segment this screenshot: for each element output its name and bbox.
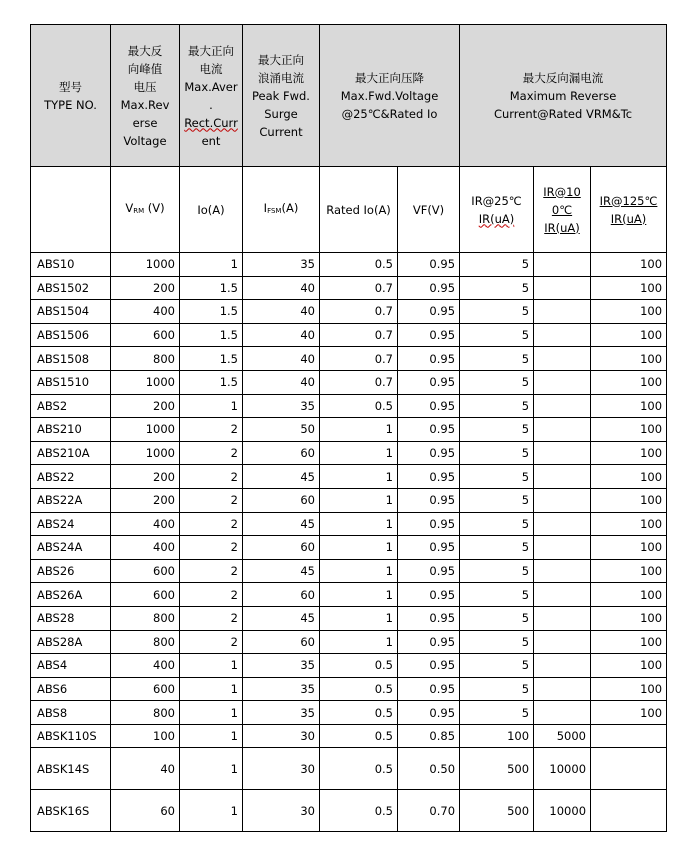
cell-ir100: 10000 [534, 748, 591, 790]
cell-model: ABS22A [31, 488, 111, 512]
cell-io: 1 [180, 701, 243, 725]
cell-rated-io: 1 [320, 465, 398, 489]
table-row [31, 488, 667, 512]
header-vf-en2: @25℃&Rated Io [341, 106, 438, 121]
cell-model: ABS1504 [31, 300, 111, 324]
cell-ifsm: 35 [243, 394, 320, 418]
cell-ifsm: 45 [243, 559, 320, 583]
cell-ir25: 100 [460, 724, 534, 748]
cell-model: ABS10 [31, 253, 111, 277]
cell-rated-io: 1 [320, 512, 398, 536]
cell-rated-io: 1 [320, 606, 398, 630]
table-row [31, 654, 667, 678]
table-row [31, 606, 667, 630]
subheader-row [31, 167, 667, 253]
cell-model: ABS24A [31, 536, 111, 560]
header-io-en2: . [209, 97, 213, 112]
cell-model: ABSK110S [31, 724, 111, 748]
cell-ir25: 5 [460, 654, 534, 678]
cell-ir100 [534, 418, 591, 442]
cell-ir25: 5 [460, 323, 534, 347]
cell-io: 2 [180, 465, 243, 489]
cell-ir100 [534, 253, 591, 277]
cell-model: ABS1502 [31, 276, 111, 300]
cell-ir25: 500 [460, 790, 534, 832]
subheader-ir25 [460, 167, 534, 253]
header-max-forward-current [180, 25, 243, 167]
cell-ir125: 100 [591, 654, 667, 678]
table-row [31, 748, 667, 790]
cell-ir25: 5 [460, 347, 534, 371]
cell-io: 1 [180, 677, 243, 701]
cell-ir125: 100 [591, 323, 667, 347]
cell-ir125: 100 [591, 677, 667, 701]
cell-ifsm: 40 [243, 370, 320, 394]
cell-vrm: 600 [111, 559, 180, 583]
cell-ir25: 5 [460, 559, 534, 583]
header-ifsm-en1: Peak Fwd. [252, 88, 310, 103]
cell-vf: 0.95 [398, 630, 460, 654]
cell-model: ABS28A [31, 630, 111, 654]
cell-io: 1.5 [180, 323, 243, 347]
cell-ir25: 5 [460, 253, 534, 277]
header-io-en1: Max.Aver [184, 79, 238, 94]
cell-ir100 [534, 488, 591, 512]
cell-vrm: 400 [111, 654, 180, 678]
cell-ifsm: 30 [243, 790, 320, 832]
cell-vf: 0.95 [398, 701, 460, 725]
header-vrm-cn: 最大反向峰值电压 [127, 43, 163, 94]
cell-rated-io: 0.5 [320, 748, 398, 790]
cell-ifsm: 45 [243, 465, 320, 489]
table-row [31, 394, 667, 418]
header-peak-surge-current [243, 25, 320, 167]
cell-vf: 0.95 [398, 512, 460, 536]
cell-io: 2 [180, 583, 243, 607]
table-row [31, 512, 667, 536]
table-row [31, 370, 667, 394]
cell-ifsm: 60 [243, 536, 320, 560]
cell-model: ABS24 [31, 512, 111, 536]
header-type-en: TYPE NO. [44, 97, 97, 112]
cell-ifsm: 60 [243, 441, 320, 465]
subheader-vrm [111, 167, 180, 253]
cell-vf: 0.95 [398, 370, 460, 394]
subheader-ifsm [243, 167, 320, 253]
header-max-reverse-voltage [111, 25, 180, 167]
cell-rated-io: 0.7 [320, 276, 398, 300]
cell-io: 2 [180, 559, 243, 583]
header-io-en4: ent [201, 133, 221, 148]
cell-vrm: 1000 [111, 418, 180, 442]
cell-rated-io: 1 [320, 559, 398, 583]
cell-vf: 0.95 [398, 559, 460, 583]
header-max-forward-voltage [320, 25, 460, 167]
cell-ir25: 5 [460, 536, 534, 560]
header-io-en3: Rect.Curr [184, 115, 238, 130]
table-row [31, 418, 667, 442]
subheader-vf [398, 167, 460, 253]
header-type-cn: 型号 [59, 79, 82, 94]
cell-vf: 0.70 [398, 790, 460, 832]
subheader-rated-io [320, 167, 398, 253]
cell-ir125: 100 [591, 441, 667, 465]
cell-ir125: 100 [591, 488, 667, 512]
subheader-ir125 [591, 167, 667, 253]
cell-ir25: 5 [460, 276, 534, 300]
cell-vrm: 200 [111, 276, 180, 300]
cell-rated-io: 0.7 [320, 347, 398, 371]
cell-ir125: 100 [591, 465, 667, 489]
cell-ir100 [534, 559, 591, 583]
cell-ir100 [534, 276, 591, 300]
cell-ir25: 5 [460, 488, 534, 512]
table-row [31, 300, 667, 324]
cell-vf: 0.95 [398, 677, 460, 701]
cell-ir100 [534, 606, 591, 630]
cell-ir25: 5 [460, 606, 534, 630]
cell-io: 2 [180, 441, 243, 465]
cell-rated-io: 1 [320, 418, 398, 442]
cell-vrm: 1000 [111, 441, 180, 465]
cell-ir100 [534, 441, 591, 465]
cell-ir125: 100 [591, 394, 667, 418]
cell-rated-io: 0.5 [320, 253, 398, 277]
header-ifsm-en2: Surge [264, 106, 298, 121]
vf-label: VF(V) [412, 202, 445, 217]
cell-vrm: 200 [111, 488, 180, 512]
header-io-cn: 最大正向电流 [188, 43, 234, 76]
table-row [31, 583, 667, 607]
cell-rated-io: 1 [320, 536, 398, 560]
vrm-unit: (V) [144, 201, 165, 215]
cell-ir100 [534, 677, 591, 701]
cell-ir125: 100 [591, 536, 667, 560]
cell-ir125: 100 [591, 630, 667, 654]
cell-vf: 0.95 [398, 654, 460, 678]
cell-vrm: 400 [111, 300, 180, 324]
cell-ifsm: 40 [243, 347, 320, 371]
vrm-symbol: V [125, 201, 134, 215]
cell-ir100 [534, 701, 591, 725]
cell-rated-io: 0.7 [320, 323, 398, 347]
cell-ir125 [591, 724, 667, 748]
cell-ir100 [534, 630, 591, 654]
cell-io: 1 [180, 253, 243, 277]
cell-io: 1.5 [180, 347, 243, 371]
ir25-unit: IR(uA) [478, 211, 515, 226]
cell-ir25: 5 [460, 465, 534, 489]
table-row [31, 276, 667, 300]
cell-ifsm: 40 [243, 300, 320, 324]
cell-vrm: 400 [111, 536, 180, 560]
cell-vf: 0.95 [398, 418, 460, 442]
cell-model: ABS26 [31, 559, 111, 583]
cell-vf: 0.95 [398, 394, 460, 418]
table-row [31, 253, 667, 277]
ifsm-subscript: FSM [267, 207, 282, 215]
io-label: Io(A) [197, 202, 225, 217]
cell-model: ABS210A [31, 441, 111, 465]
cell-model: ABS2 [31, 394, 111, 418]
header-vrm-en2: erse [132, 115, 158, 130]
table-row [31, 536, 667, 560]
cell-ir25: 5 [460, 701, 534, 725]
cell-rated-io: 0.5 [320, 394, 398, 418]
cell-ir125: 100 [591, 253, 667, 277]
cell-rated-io: 0.5 [320, 724, 398, 748]
header-ir-cn: 最大反向漏电流 [522, 70, 604, 85]
cell-vrm: 600 [111, 583, 180, 607]
cell-io: 1.5 [180, 276, 243, 300]
cell-rated-io: 0.5 [320, 701, 398, 725]
header-ifsm-cn: 最大正向浪涌电流 [258, 52, 304, 85]
cell-io: 2 [180, 512, 243, 536]
cell-ifsm: 40 [243, 276, 320, 300]
cell-ir100 [534, 583, 591, 607]
table-row [31, 677, 667, 701]
cell-vrm: 800 [111, 347, 180, 371]
cell-ir125: 100 [591, 606, 667, 630]
table-row [31, 630, 667, 654]
cell-ir100 [534, 347, 591, 371]
ir100-label-b: 0℃ [551, 202, 573, 217]
cell-ir100 [534, 536, 591, 560]
spec-table [30, 24, 667, 832]
cell-ir100: 5000 [534, 724, 591, 748]
subheader-io [180, 167, 243, 253]
cell-ifsm: 35 [243, 677, 320, 701]
cell-ir125: 100 [591, 276, 667, 300]
cell-ir25: 5 [460, 583, 534, 607]
cell-ir100 [534, 465, 591, 489]
cell-model: ABSK16S [31, 790, 111, 832]
cell-ir100 [534, 300, 591, 324]
cell-ir100 [534, 370, 591, 394]
cell-rated-io: 1 [320, 488, 398, 512]
cell-ir125 [591, 748, 667, 790]
cell-ifsm: 40 [243, 323, 320, 347]
cell-ifsm: 50 [243, 418, 320, 442]
cell-io: 1 [180, 654, 243, 678]
cell-vrm: 40 [111, 748, 180, 790]
cell-ir125 [591, 790, 667, 832]
cell-vrm: 1000 [111, 253, 180, 277]
subheader-ir100 [534, 167, 591, 253]
cell-ifsm: 45 [243, 512, 320, 536]
cell-ir25: 5 [460, 630, 534, 654]
cell-rated-io: 1 [320, 441, 398, 465]
cell-ir25: 5 [460, 394, 534, 418]
table-row [31, 724, 667, 748]
cell-vrm: 200 [111, 394, 180, 418]
cell-io: 1 [180, 790, 243, 832]
cell-io: 2 [180, 630, 243, 654]
cell-vrm: 400 [111, 512, 180, 536]
header-vf-cn: 最大正向压降 [355, 70, 424, 85]
cell-rated-io: 0.7 [320, 300, 398, 324]
cell-ir125: 100 [591, 370, 667, 394]
cell-vf: 0.95 [398, 253, 460, 277]
header-vf-en1: Max.Fwd.Voltage [340, 88, 439, 103]
cell-ir25: 5 [460, 300, 534, 324]
cell-ir25: 5 [460, 677, 534, 701]
cell-vf: 0.85 [398, 724, 460, 748]
cell-io: 2 [180, 418, 243, 442]
cell-vrm: 60 [111, 790, 180, 832]
table-row [31, 323, 667, 347]
cell-ir25: 5 [460, 441, 534, 465]
cell-ifsm: 60 [243, 630, 320, 654]
cell-model: ABSK14S [31, 748, 111, 790]
cell-model: ABS8 [31, 701, 111, 725]
ir125-unit: IR(uA) [610, 211, 647, 226]
cell-vrm: 600 [111, 323, 180, 347]
cell-io: 1 [180, 394, 243, 418]
cell-ifsm: 30 [243, 748, 320, 790]
ir25-label: IR@25℃ [471, 193, 522, 208]
header-type-no [31, 25, 111, 167]
cell-vrm: 1000 [111, 370, 180, 394]
cell-rated-io: 1 [320, 630, 398, 654]
table-row [31, 559, 667, 583]
cell-io: 1.5 [180, 370, 243, 394]
cell-ifsm: 60 [243, 583, 320, 607]
header-max-reverse-current [460, 25, 667, 167]
header-ir-en1: Maximum Reverse [509, 88, 617, 103]
table-row [31, 790, 667, 832]
cell-model: ABS4 [31, 654, 111, 678]
cell-io: 2 [180, 536, 243, 560]
cell-ir125: 100 [591, 701, 667, 725]
cell-vrm: 800 [111, 606, 180, 630]
subheader-blank [31, 167, 111, 253]
cell-ir125: 100 [591, 300, 667, 324]
cell-ir25: 500 [460, 748, 534, 790]
cell-ifsm: 45 [243, 606, 320, 630]
cell-ir125: 100 [591, 512, 667, 536]
cell-ir125: 100 [591, 347, 667, 371]
cell-ifsm: 35 [243, 253, 320, 277]
cell-vrm: 800 [111, 701, 180, 725]
ir100-unit: IR(uA) [544, 220, 580, 235]
cell-ir100 [534, 654, 591, 678]
cell-vf: 0.95 [398, 465, 460, 489]
table-row [31, 701, 667, 725]
cell-ifsm: 30 [243, 724, 320, 748]
cell-ir25: 5 [460, 418, 534, 442]
ifsm-unit: (A) [281, 201, 299, 215]
cell-ir100 [534, 323, 591, 347]
cell-ir125: 100 [591, 418, 667, 442]
cell-rated-io: 0.5 [320, 654, 398, 678]
cell-vf: 0.95 [398, 276, 460, 300]
cell-model: ABS1506 [31, 323, 111, 347]
cell-io: 2 [180, 606, 243, 630]
cell-model: ABS22 [31, 465, 111, 489]
cell-ifsm: 35 [243, 654, 320, 678]
cell-rated-io: 0.5 [320, 790, 398, 832]
cell-vf: 0.95 [398, 583, 460, 607]
cell-vrm: 200 [111, 465, 180, 489]
cell-vrm: 800 [111, 630, 180, 654]
table-row [31, 465, 667, 489]
cell-io: 1 [180, 748, 243, 790]
ir125-label: IR@125℃ [599, 193, 658, 208]
cell-vf: 0.95 [398, 606, 460, 630]
cell-vf: 0.95 [398, 536, 460, 560]
header-vrm-en3: Voltage [123, 133, 167, 148]
table-body [31, 253, 667, 832]
cell-model: ABS1510 [31, 370, 111, 394]
cell-io: 1.5 [180, 300, 243, 324]
ir100-label-a: IR@10 [543, 184, 581, 199]
cell-vf: 0.95 [398, 323, 460, 347]
cell-vf: 0.95 [398, 300, 460, 324]
cell-vf: 0.95 [398, 441, 460, 465]
header-ir-en2: Current@Rated VRM&Tc [493, 106, 633, 121]
cell-rated-io: 1 [320, 583, 398, 607]
cell-model: ABS28 [31, 606, 111, 630]
cell-io: 1 [180, 724, 243, 748]
vrm-subscript: RM [133, 207, 145, 215]
cell-model: ABS26A [31, 583, 111, 607]
table-row [31, 347, 667, 371]
cell-model: ABS1508 [31, 347, 111, 371]
cell-rated-io: 0.7 [320, 370, 398, 394]
cell-ir125: 100 [591, 583, 667, 607]
cell-ir100 [534, 394, 591, 418]
cell-ir25: 5 [460, 370, 534, 394]
cell-ifsm: 35 [243, 701, 320, 725]
ifsm-symbol: I [263, 201, 268, 215]
cell-model: ABS6 [31, 677, 111, 701]
header-ifsm-en3: Current [259, 124, 303, 139]
cell-vf: 0.95 [398, 347, 460, 371]
header-vrm-en1: Max.Rev [120, 97, 170, 112]
table-row [31, 441, 667, 465]
cell-vf: 0.95 [398, 488, 460, 512]
cell-ir100: 10000 [534, 790, 591, 832]
cell-vf: 0.50 [398, 748, 460, 790]
cell-ifsm: 60 [243, 488, 320, 512]
cell-ir125: 100 [591, 559, 667, 583]
cell-vrm: 600 [111, 677, 180, 701]
cell-io: 2 [180, 488, 243, 512]
cell-rated-io: 0.5 [320, 677, 398, 701]
header-row [31, 25, 667, 167]
cell-vrm: 100 [111, 724, 180, 748]
cell-ir100 [534, 512, 591, 536]
rated-io-label: Rated Io(A) [326, 202, 391, 217]
cell-ir25: 5 [460, 512, 534, 536]
cell-model: ABS210 [31, 418, 111, 442]
